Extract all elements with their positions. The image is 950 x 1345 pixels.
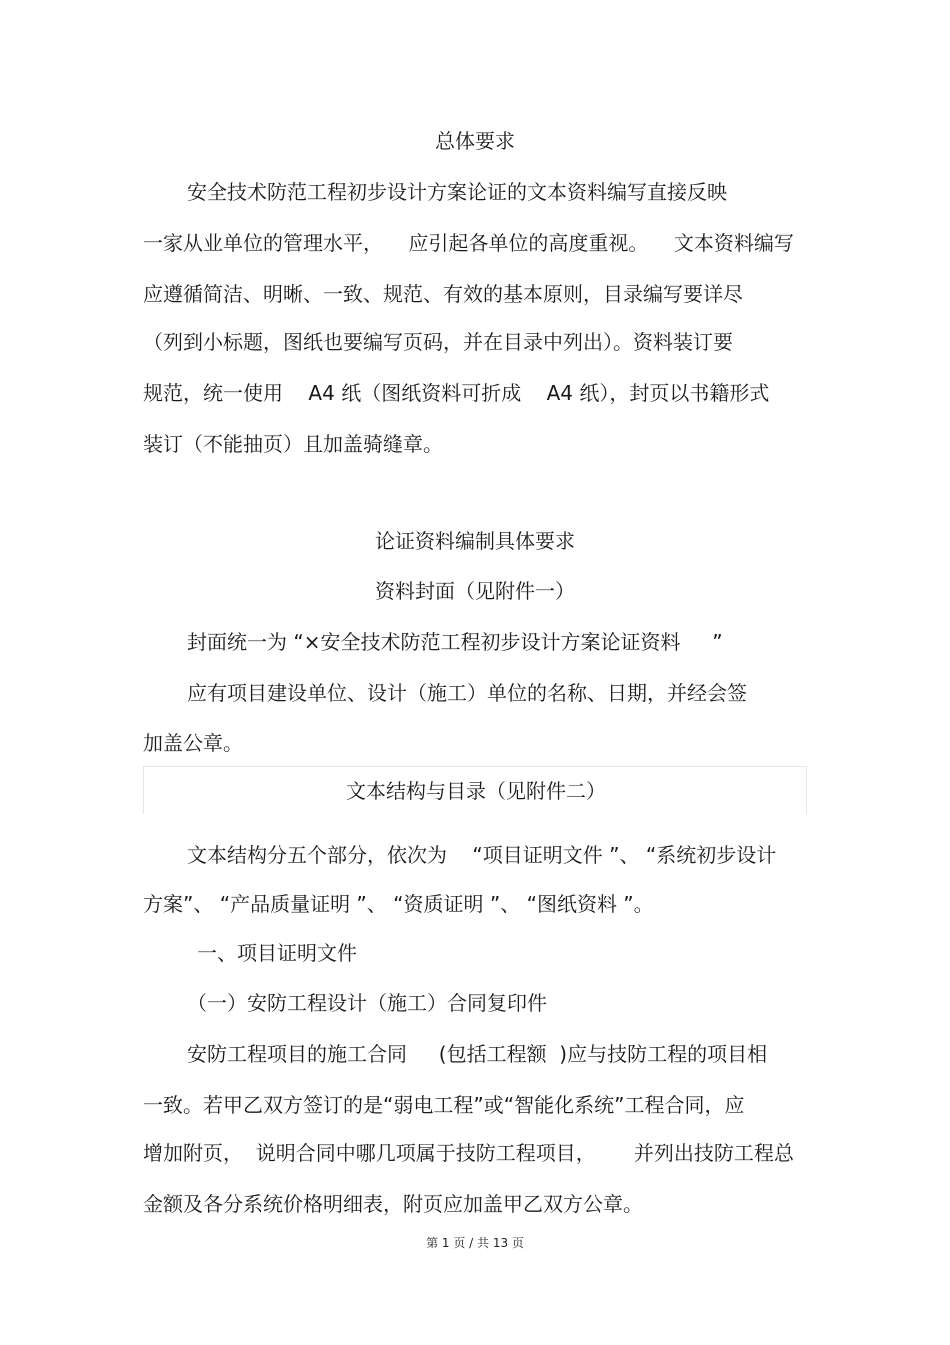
intro-line-4: （列到小标题，图纸也要编写页码，并在目录中列出）。资料装订要: [143, 330, 733, 354]
intro-line-5: 规范，统一使用 A4 纸（图纸资料可折成 A4 纸），封页以书籍形式: [143, 381, 770, 405]
contract-line-2: 一致。若甲乙双方签订的是“弱电工程”或“智能化系统”工程合同，应: [143, 1093, 745, 1117]
intro-line-6: 装订（不能抽页）且加盖骑缝章。: [143, 432, 443, 456]
part-one-heading: 一、项目证明文件: [197, 941, 357, 965]
contract-line-3: 增加附页， 说明合同中哪几项属于技防工程项目， 并列出技防工程总: [143, 1141, 794, 1165]
cover-title: 资料封面（见附件一）: [375, 579, 575, 603]
structure-line-1: 文本结构分五个部分，依次为 “项目证明文件 ”、 “系统初步设计: [187, 843, 777, 867]
intro-line-1: 安全技术防范工程初步设计方案论证的文本资料编写直接反映: [187, 180, 727, 204]
contract-line-1: 安防工程项目的施工合同 (包括工程额 )应与技防工程的项目相: [187, 1042, 768, 1066]
structure-title: 文本结构与目录（见附件二）: [346, 779, 606, 803]
page-heading: 总体要求: [435, 129, 515, 153]
cover-line-3: 加盖公章。: [143, 731, 243, 755]
sub-one-heading: （一）安防工程设计（施工）合同复印件: [187, 991, 547, 1015]
structure-heading-box: [143, 766, 807, 814]
intro-line-2: 一家从业单位的管理水平， 应引起各单位的高度重视。 文本资料编写: [143, 231, 794, 255]
page-footer: 第 1 页 / 共 13 页: [426, 1236, 524, 1250]
contract-line-4: 金额及各分系统价格明细表，附页应加盖甲乙双方公章。: [143, 1192, 643, 1216]
intro-line-3: 应遵循简洁、明晰、一致、规范、有效的基本原则，目录编写要详尽: [143, 282, 743, 306]
cover-line-1: 封面统一为 “×安全技术防范工程初步设计方案论证资料 ”: [187, 630, 723, 654]
structure-line-2: 方案”、 “产品质量证明 ”、 “资质证明 ”、 “图纸资料 ”。: [143, 892, 654, 916]
cover-line-2: 应有项目建设单位、设计（施工）单位的名称、日期，并经会签: [187, 681, 747, 705]
section-title: 论证资料编制具体要求: [375, 529, 575, 553]
